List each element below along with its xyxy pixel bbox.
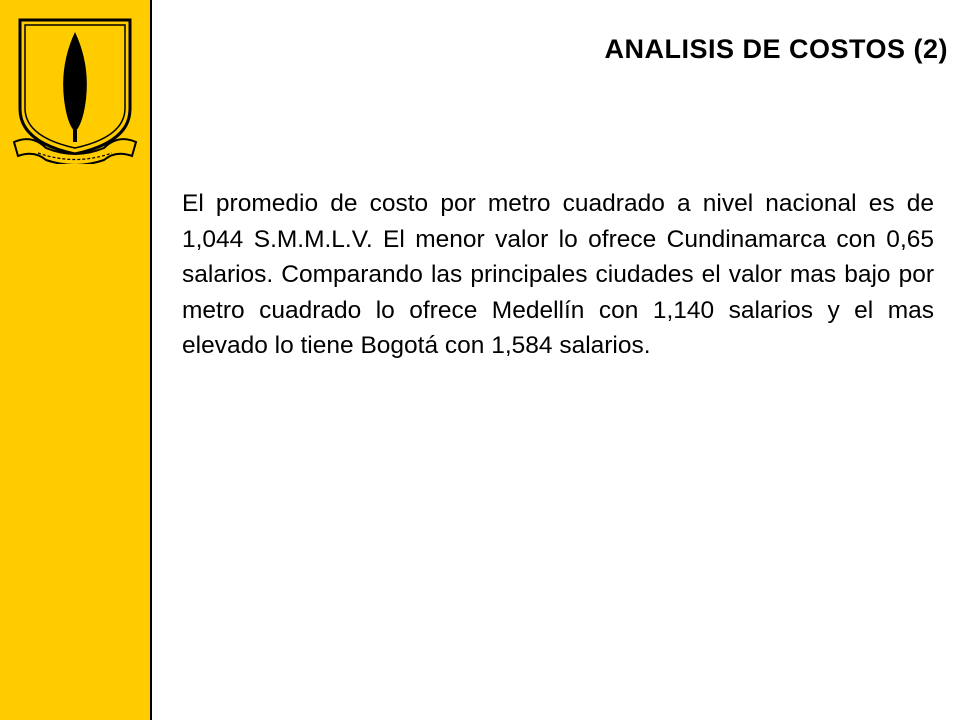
slide-title: ANALISIS DE COSTOS (2) xyxy=(604,34,948,64)
left-sidebar-band xyxy=(0,0,152,720)
cypress-tree-shield-icon xyxy=(12,14,138,164)
body-paragraph: El promedio de costo por metro cuadrado a nivel nacional es de 1,044 S.M.M.L.V. El menor valor lo ofrece Cundinamarca con 0,65 salarios. Comparando las principales ciudades el valor mas bajo por metro cuadrado lo ofrece Medellín con 1,140 salarios y el mas elevado lo tiene Bogotá con 1,584 salarios. xyxy=(182,190,934,359)
